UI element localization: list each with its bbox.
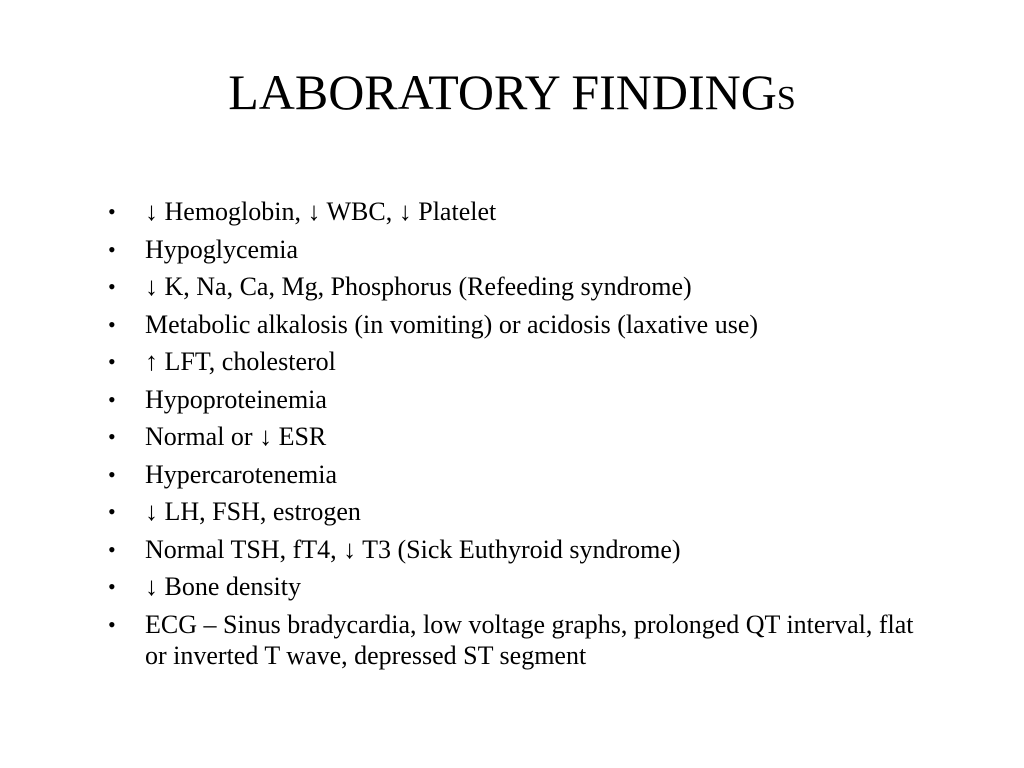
list-item [108,306,928,344]
slide-title-suffix: S [776,80,796,117]
list-item-text: ↓ Hemoglobin, ↓ WBC, ↓ Platelet [145,197,497,226]
list-item-text: Metabolic alkalosis (in vomiting) or acidosis (laxative use) [145,309,759,339]
list-item-text: ↓ LH, FSH, estrogen [145,497,361,526]
list-item [108,531,928,569]
bullet-icon: • [108,536,116,562]
bullet-icon: • [108,386,116,412]
list-item-text: ↓ K, Na, Ca, Mg, Phosphorus (Refeeding syndrome) [145,272,692,301]
list-item-text: ↓ Bone density [145,572,301,601]
list-item-text: ECG – Sinus bradycardia, low voltage graphs, prolonged QT interval, flat or inverted T wave, depressed ST segment [145,609,914,670]
slide-title-main: LABORATORY FINDING [228,64,777,120]
list-item-text: Hypoglycemia [145,234,299,264]
list-item [108,606,928,671]
bullet-icon: • [108,199,116,224]
list-item [108,418,928,456]
findings-list [108,193,928,671]
bullet-icon: • [108,236,116,262]
list-item-text: ↑ LFT, cholesterol [145,347,336,376]
bullet-icon: • [108,424,116,449]
list-item-text: Hypoproteinemia [145,384,327,414]
list-item-text: Hypercarotenemia [145,459,338,489]
bullet-icon: • [108,499,116,524]
list-item [108,568,928,606]
list-item [108,381,928,419]
bullet-icon: • [108,461,116,487]
list-item [108,268,928,306]
bullet-icon: • [108,274,116,299]
list-item [108,456,928,494]
bullet-icon: • [108,311,116,337]
list-item [108,493,928,531]
list-item [108,231,928,269]
list-item-text: Normal TSH, fT4, ↓ T3 (Sick Euthyroid syndrome) [145,534,681,564]
bullet-icon: • [108,349,116,374]
list-item [108,193,928,231]
list-item-text: Normal or ↓ ESR [145,422,327,451]
bullet-icon: • [108,574,116,599]
bullet-icon: • [108,611,116,637]
list-item [108,343,928,381]
slide-title [0,62,1024,129]
